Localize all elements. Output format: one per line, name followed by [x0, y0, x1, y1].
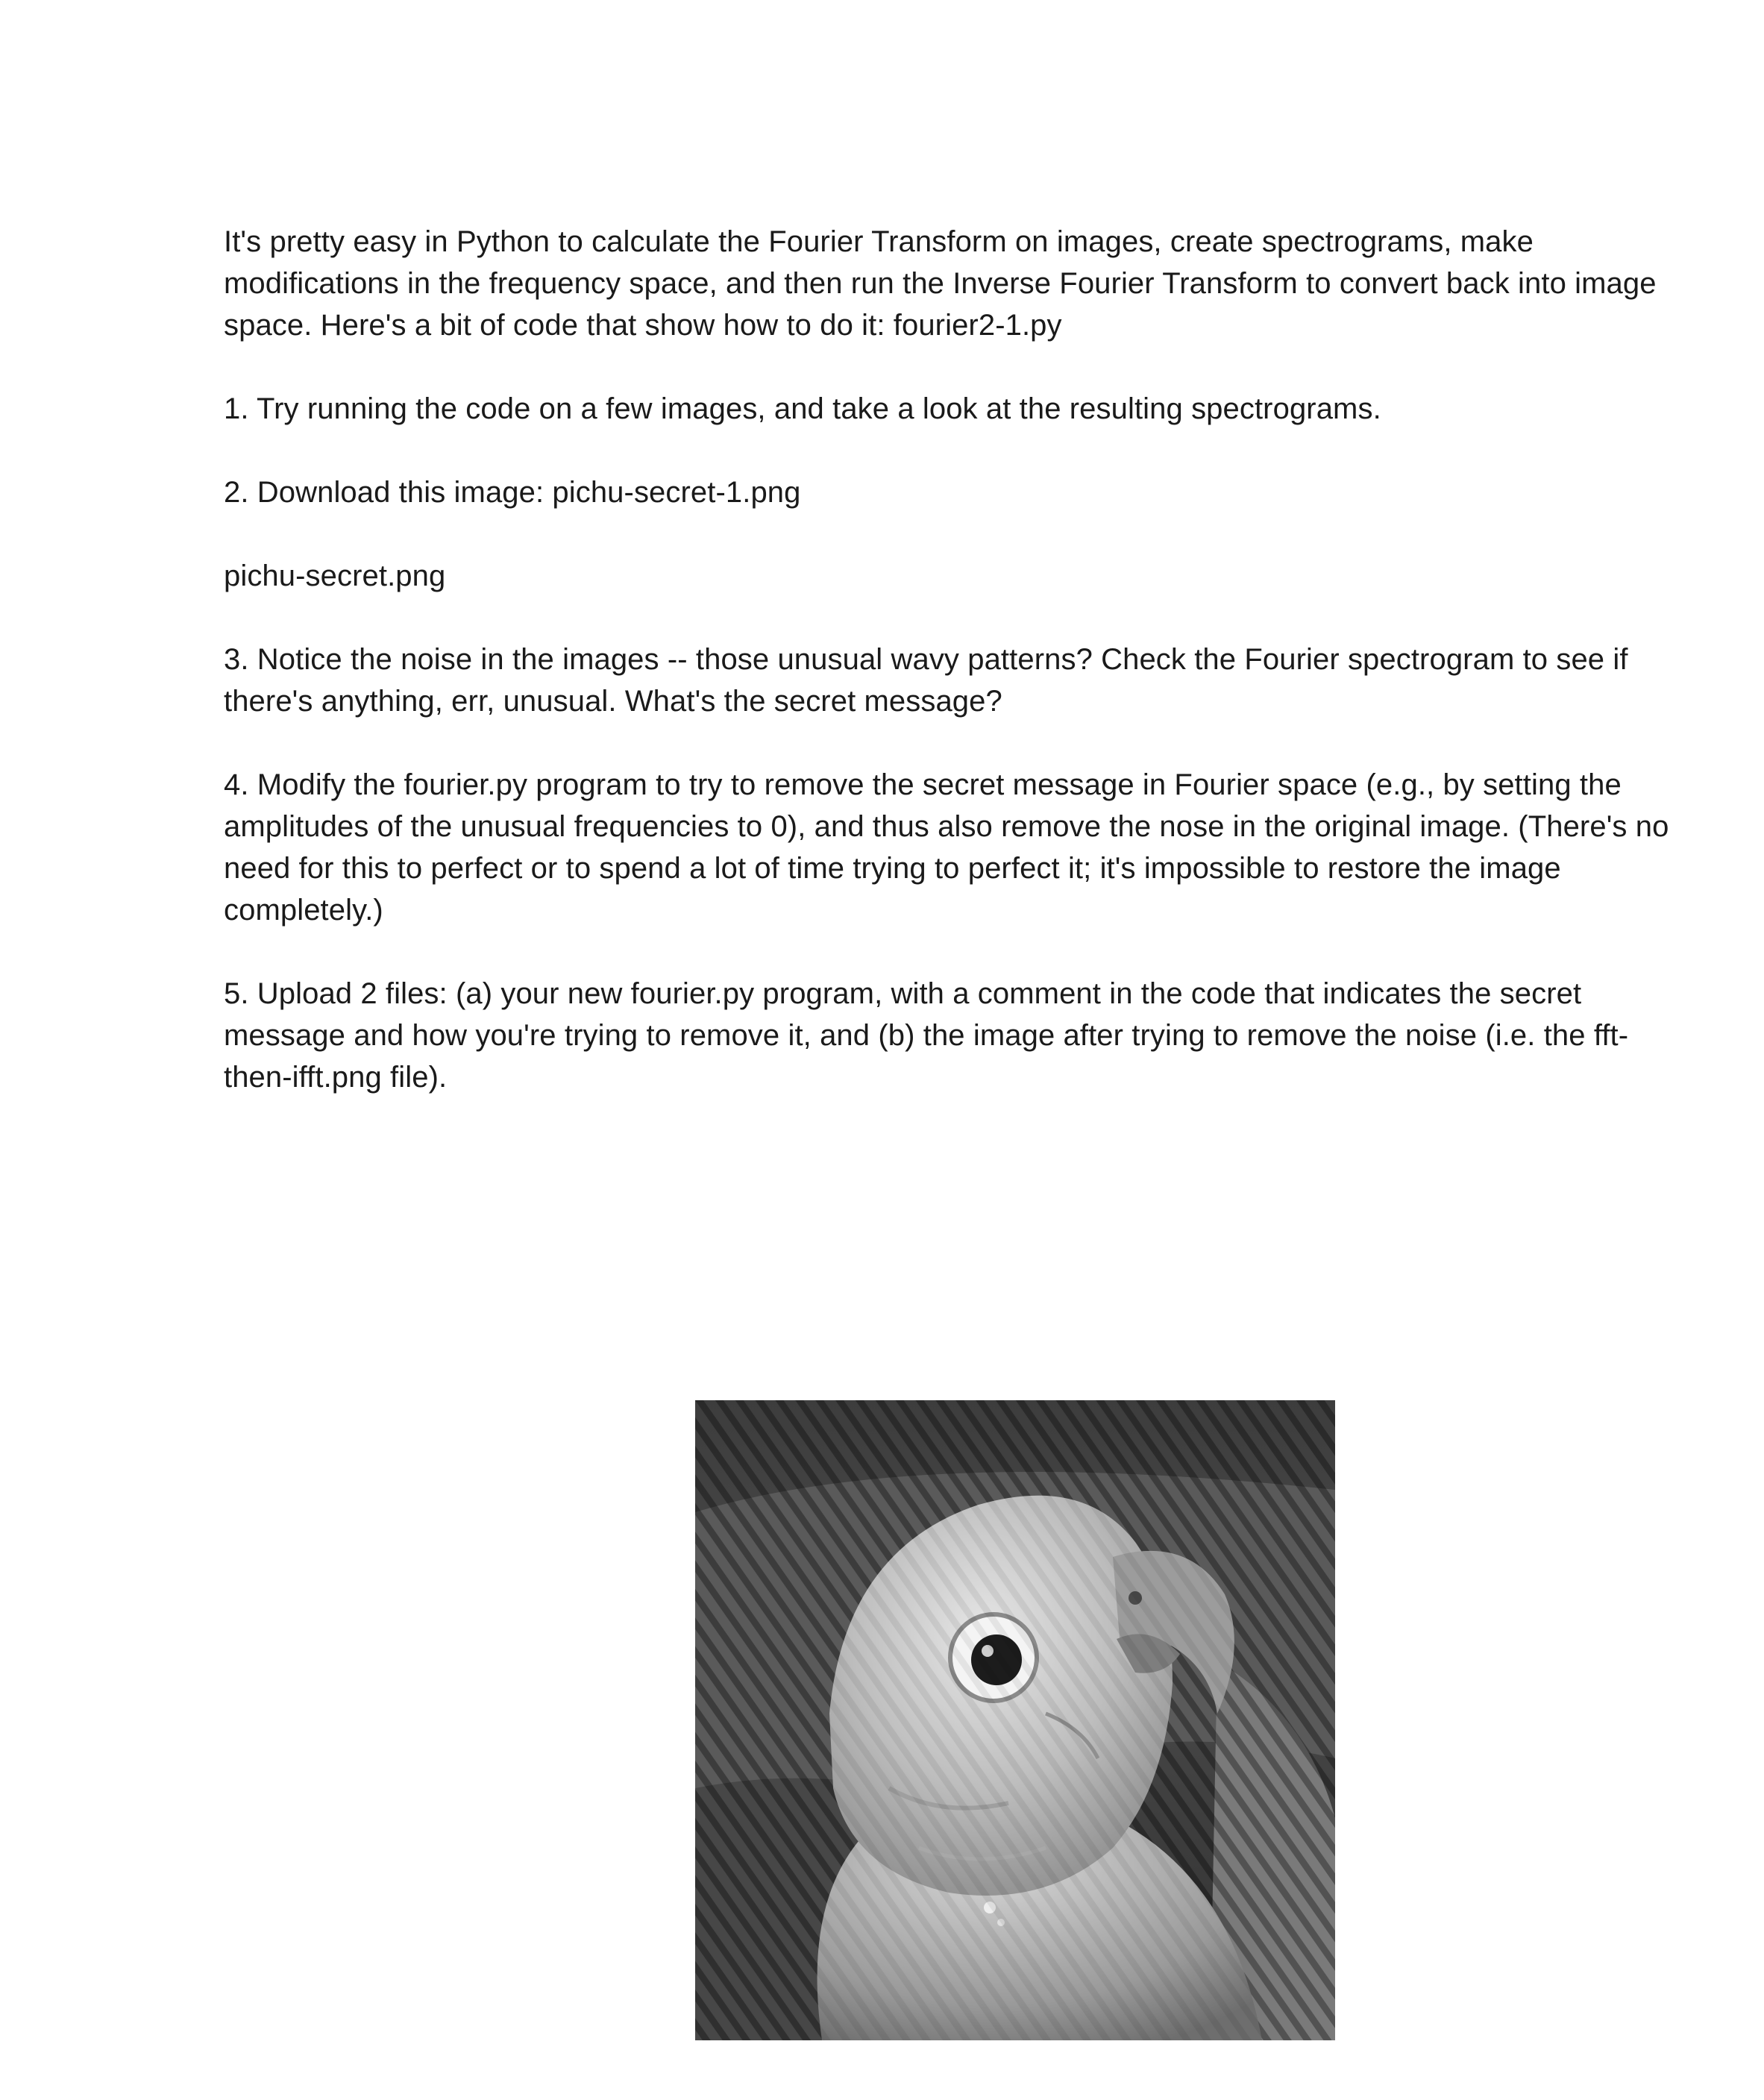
document-body [224, 221, 1686, 1140]
step-4-paragraph: 4. Modify the fourier.py program to try to remove the secret message in Fourier space (e.g., by setting the amplitudes of the unusual frequencies to 0), and thus also remove the nose in the original image. (There's no need for this to perfect or to spend a lot of time trying to perfect it; it's impossible to restore the image completely.) [224, 768, 1669, 927]
intro-paragraph: It's pretty easy in Python to calculate the Fourier Transform on images, create spectrograms, make modifications in the frequency space, and then run the Inverse Fourier Transform to convert back into image space. Here's a bit of code that show how to do it: fourier2-1.py [224, 225, 1657, 342]
parrot-image [695, 1400, 1335, 2040]
step-1-paragraph: 1. Try running the code on a few images, and take a look at the resulting spectrograms. [224, 392, 1381, 425]
step-2-paragraph: 2. Download this image: pichu-secret-1.png [224, 476, 801, 509]
step-5-paragraph: 5. Upload 2 files: (a) your new fourier.py program, with a comment in the code that indicates the secret message and how you're trying to remove it, and (b) the image after trying to remove the noise (i.e. the fft-then-ifft.png file). [224, 977, 1629, 1094]
step-3-paragraph: 3. Notice the noise in the images -- those unusual wavy patterns? Check the Fourier spectrogram to see if there's anything, err, unusual. What's the secret message? [224, 643, 1628, 718]
filename-paragraph: pichu-secret.png [224, 560, 446, 592]
parrot-illustration [695, 1400, 1335, 2040]
